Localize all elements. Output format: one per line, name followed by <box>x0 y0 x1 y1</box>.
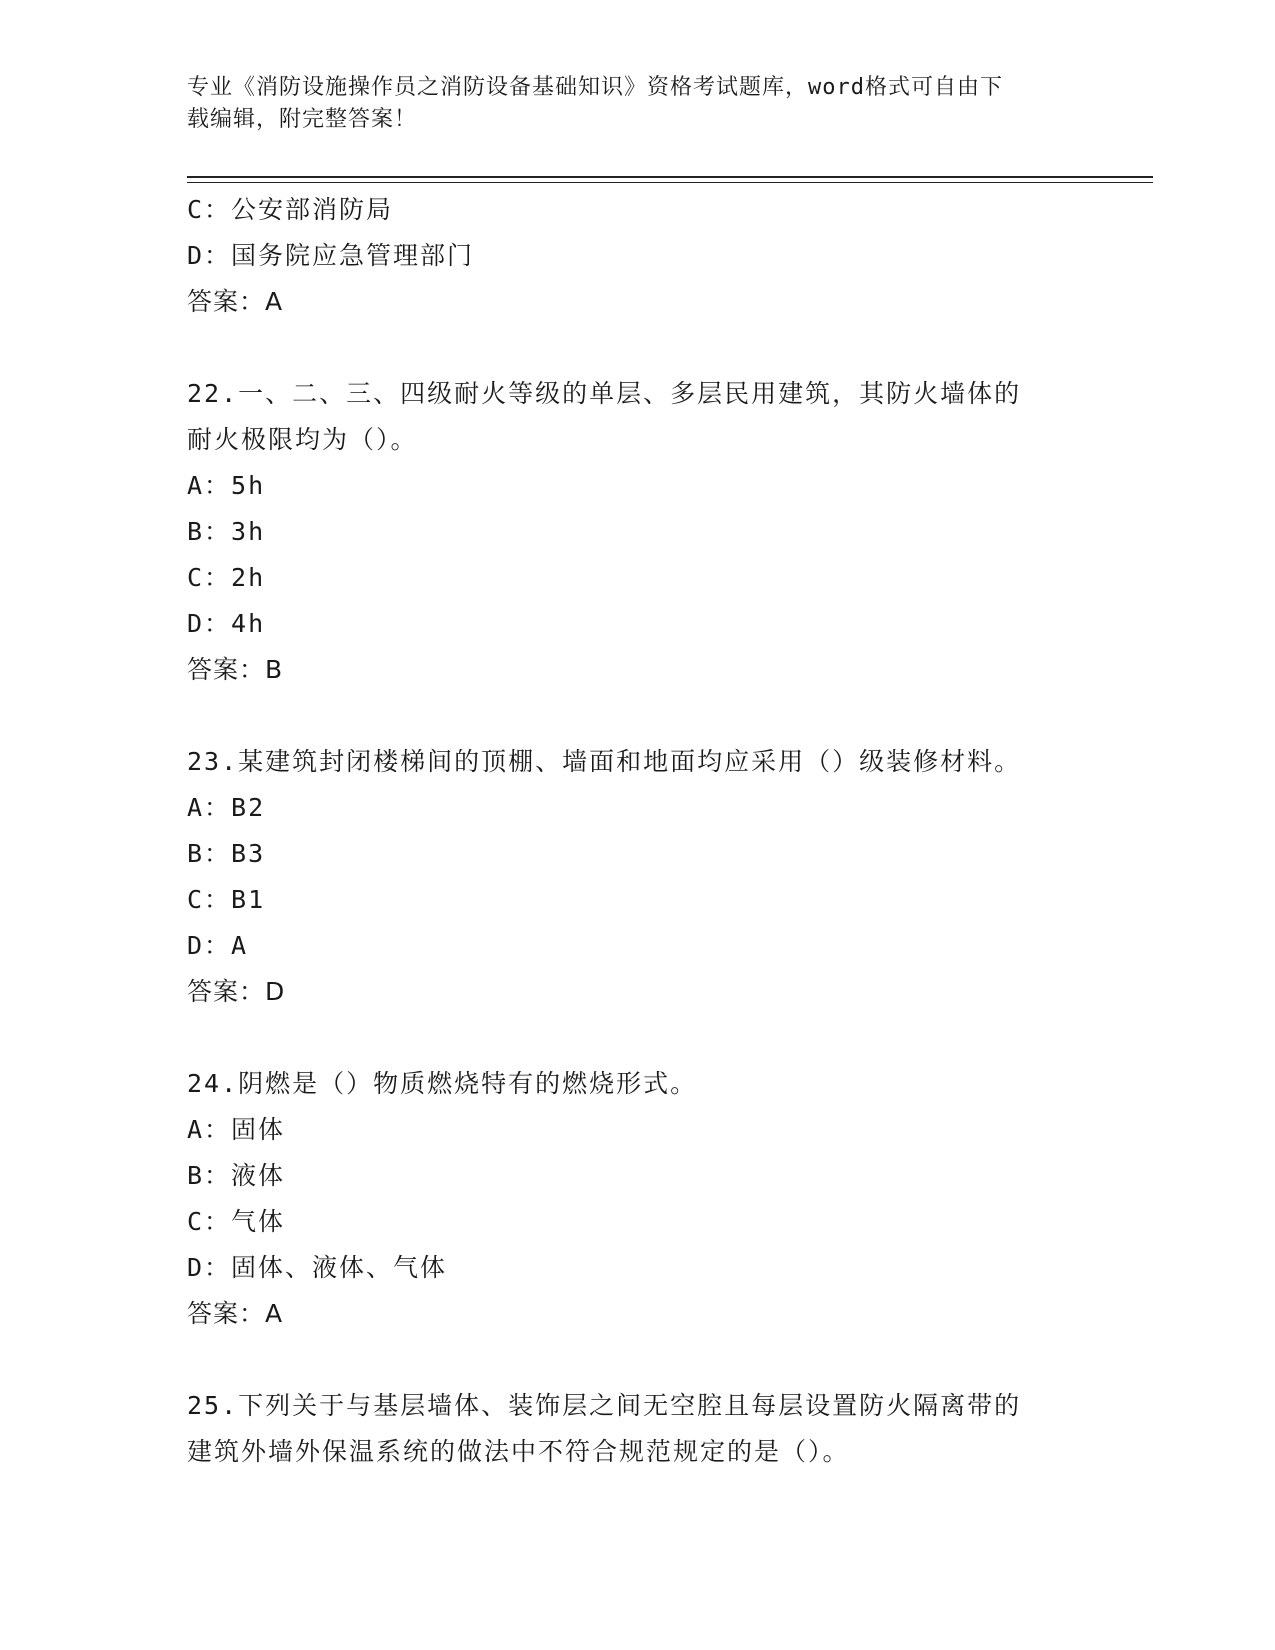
spacer <box>187 693 1087 739</box>
option-d: D：A <box>187 931 249 960</box>
header-line-1: 专业《消防设施操作员之消防设备基础知识》资格考试题库，word格式可自由下 <box>187 75 1003 100</box>
option-b: B：3h <box>187 517 266 546</box>
question-stem: 24.阴燃是（）物质燃烧特有的燃烧形式。 <box>187 1069 698 1098</box>
option-c: C：气体 <box>187 1207 286 1236</box>
header-divider-thick <box>187 176 1153 178</box>
option-b: B：液体 <box>187 1161 286 1190</box>
option-c: C：B1 <box>187 885 266 914</box>
spacer <box>187 1337 1087 1383</box>
option-d: D：国务院应急管理部门 <box>187 241 475 270</box>
answer-line: 答案：D <box>187 977 286 1006</box>
option-d: D：4h <box>187 609 266 638</box>
option-c: C：2h <box>187 563 266 592</box>
answer-line: 答案：A <box>187 287 284 316</box>
question-stem: 耐火极限均为（）。 <box>187 425 418 454</box>
header-divider-thin <box>187 182 1153 183</box>
question-25 <box>187 1383 1087 1475</box>
question-stem: 建筑外墙外保温系统的做法中不符合规范规定的是（）。 <box>187 1437 850 1466</box>
option-b: B：B3 <box>187 839 266 868</box>
document-header <box>187 72 1067 136</box>
answer-line: 答案：B <box>187 655 284 684</box>
spacer <box>187 325 1087 371</box>
question-22 <box>187 371 1087 693</box>
question-23 <box>187 739 1087 1015</box>
option-d: D：固体、液体、气体 <box>187 1253 448 1282</box>
question-stem: 22.一、二、三、四级耐火等级的单层、多层民用建筑，其防火墙体的 <box>187 379 1022 408</box>
option-a: A：固体 <box>187 1115 286 1144</box>
spacer <box>187 1015 1087 1061</box>
question-stem: 25.下列关于与基层墙体、装饰层之间无空腔且每层设置防火隔离带的 <box>187 1391 1022 1420</box>
answer-line: 答案：A <box>187 1299 284 1328</box>
option-a: A：B2 <box>187 793 266 822</box>
question-stem: 23.某建筑封闭楼梯间的顶棚、墙面和地面均应采用（）级装修材料。 <box>187 747 1022 776</box>
option-c: C：公安部消防局 <box>187 195 394 224</box>
question-list <box>187 187 1087 1475</box>
option-a: A：5h <box>187 471 266 500</box>
question-21-continuation <box>187 187 1087 325</box>
header-line-2: 载编辑，附完整答案！ <box>187 107 418 132</box>
question-24 <box>187 1061 1087 1337</box>
